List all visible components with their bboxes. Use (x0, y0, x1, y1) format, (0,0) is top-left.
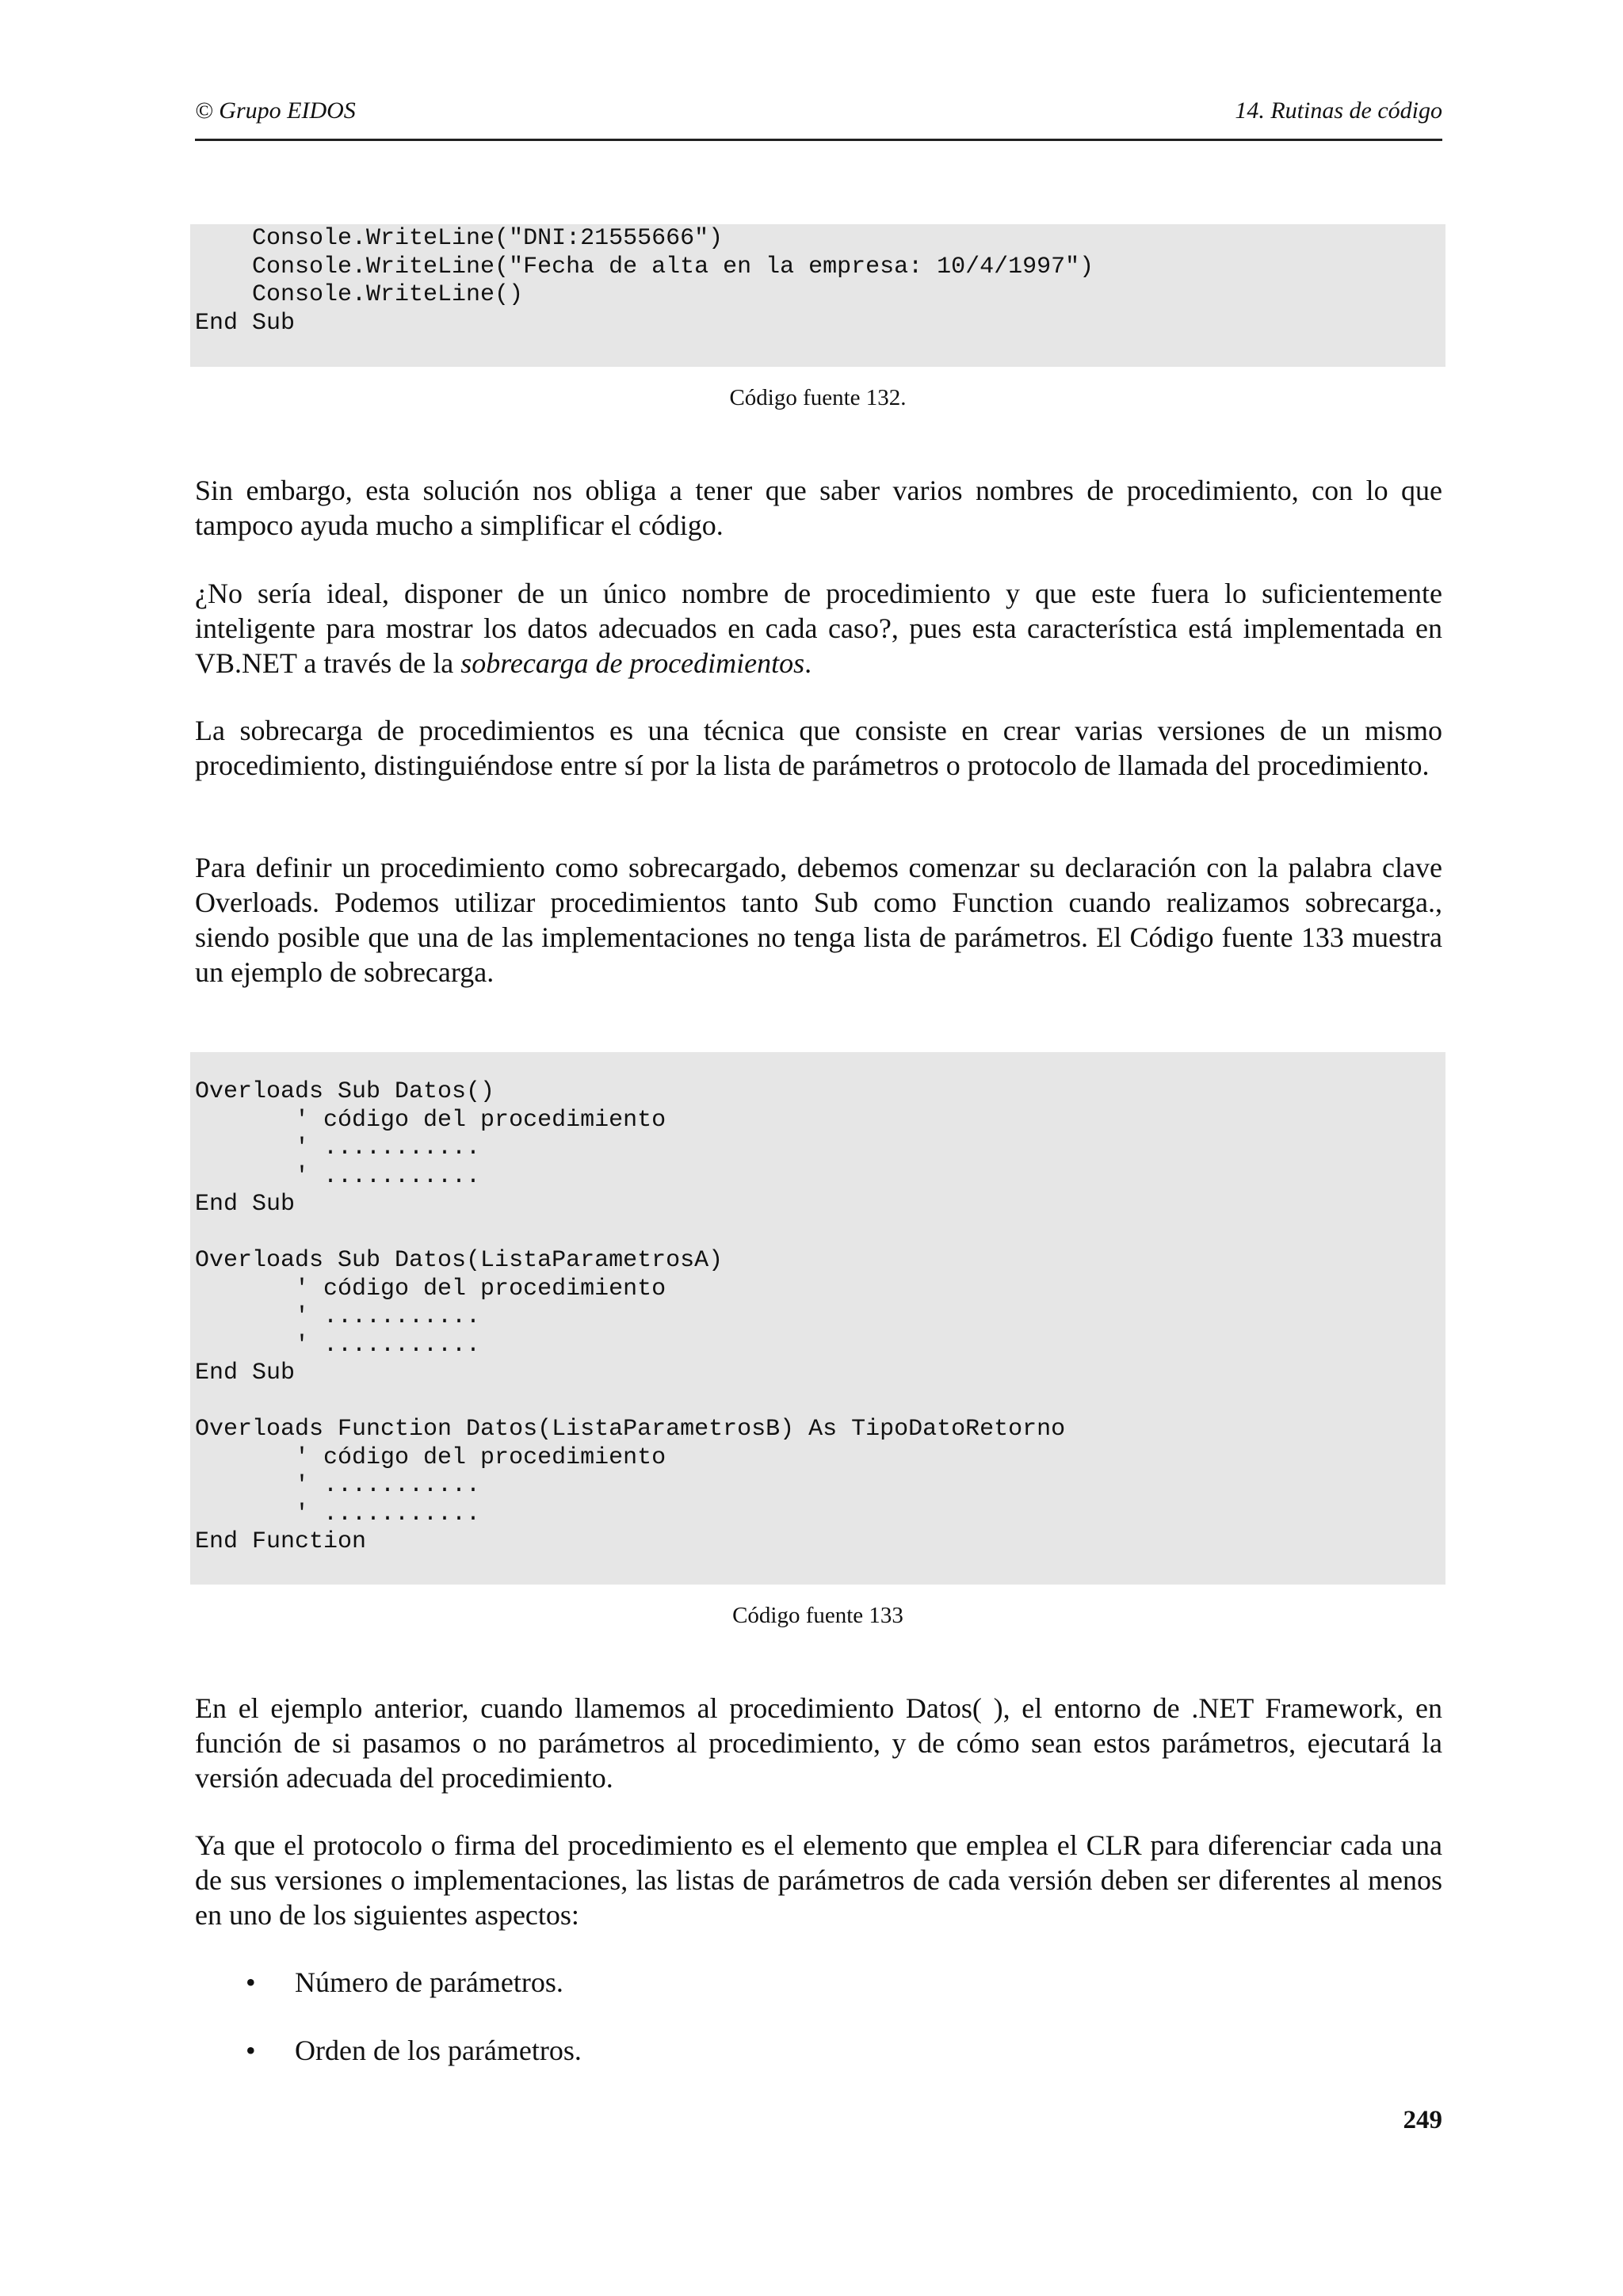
list-item (195, 2033, 1442, 2068)
header-chapter-title: 14. Rutinas de código (1235, 97, 1442, 124)
code-block-133 (190, 1052, 1445, 1585)
header-publisher: © Grupo EIDOS (195, 97, 356, 124)
code-line (195, 1219, 1445, 1248)
paragraph-2-end: . (804, 647, 812, 679)
code-line: ' ........... (195, 1472, 481, 1499)
paragraph-5: En el ejemplo anterior, cuando llamemos al procedimiento Datos( ), el entorno de .NET Framework, en función de si pasamos o no parámetros al procedimiento, y de cómo sean estos parámetros, ejecutará la versión adecuada del procedimiento. (195, 1692, 1442, 1794)
code-line: Console.WriteLine("Fecha de alta en la empresa: 10/4/1997") (195, 253, 1094, 280)
page-header (195, 95, 1442, 141)
code-line: ' ........... (195, 1162, 481, 1190)
bullet-icon: • (246, 2035, 256, 2066)
code-line: Overloads Sub Datos() (195, 1078, 495, 1105)
paragraph-4: Para definir un procedimiento como sobrecargado, debemos comenzar su declaración con la palabra clave Overloads. Podemos utilizar procedimientos tanto Sub como Function cuando realizamos sobrecarga., siendo posible que una de las implementaciones no tenga lista de parámetros. El Código fuente 133 muestra un ejemplo de sobrecarga. (195, 852, 1442, 988)
list-item (195, 1965, 1442, 2000)
code-line: Console.WriteLine("DNI:21555666") (195, 225, 724, 252)
code-line: ' código del procedimiento (195, 1106, 666, 1134)
paragraph-6: Ya que el protocolo o firma del procedimiento es el elemento que emplea el CLR para diferenciar cada una de sus versiones o implementaciones, las listas de parámetros de cada versión deben ser diferentes al menos en uno de los siguientes aspectos: (195, 1829, 1442, 1931)
code-caption-132: Código fuente 132. (729, 385, 907, 410)
code-line: Console.WriteLine() (195, 281, 524, 308)
code-line: ' ........... (195, 1135, 481, 1161)
code-line: ' código del procedimiento (195, 1275, 666, 1302)
code-line: End Sub (195, 1191, 296, 1218)
code-line: ' ........... (195, 1500, 481, 1527)
bullet-icon: • (246, 1966, 256, 1998)
code-caption-133: Código fuente 133 (732, 1603, 903, 1628)
code-line: ' código del procedimiento (195, 1444, 666, 1471)
code-line: ' ........... (195, 1303, 481, 1330)
code-line: Overloads Function Datos(ListaParametrosB) As TipoDatoRetorno (195, 1416, 1066, 1443)
code-line: Overloads Sub Datos(ListaParametrosA) (195, 1247, 724, 1274)
paragraph-2-emphasis: sobrecarga de procedimientos (460, 647, 805, 679)
list-item-text: Número de parámetros. (295, 1966, 563, 1998)
code-line: ' ........... (195, 1331, 481, 1359)
page-number: 249 (1403, 2106, 1442, 2134)
code-block-132 (190, 224, 1445, 367)
paragraph-2-text: ¿No sería ideal, disponer de un único nombre de procedimiento y que este fuera lo suficientemente inteligente para mostrar los datos adecuados en cada caso?, pues esta característica está implementada en VB.NET a través de la (195, 578, 1442, 679)
paragraph-3: La sobrecarga de procedimientos es una técnica que consiste en crear varias versiones de un mismo procedimiento, distinguiéndose entre sí por la lista de parámetros o protocolo de llamada del procedimiento. (195, 715, 1442, 781)
list-item-text: Orden de los parámetros. (295, 2035, 582, 2066)
code-line: End Function (195, 1528, 367, 1555)
paragraph-1: Sin embargo, esta solución nos obliga a tener que saber varios nombres de procedimiento, con lo que tampoco ayuda mucho a simplificar el código. (195, 475, 1442, 541)
code-line (195, 1388, 1445, 1417)
code-line: End Sub (195, 1360, 296, 1386)
paragraph-2 (195, 576, 1442, 681)
code-line: End Sub (195, 309, 296, 337)
